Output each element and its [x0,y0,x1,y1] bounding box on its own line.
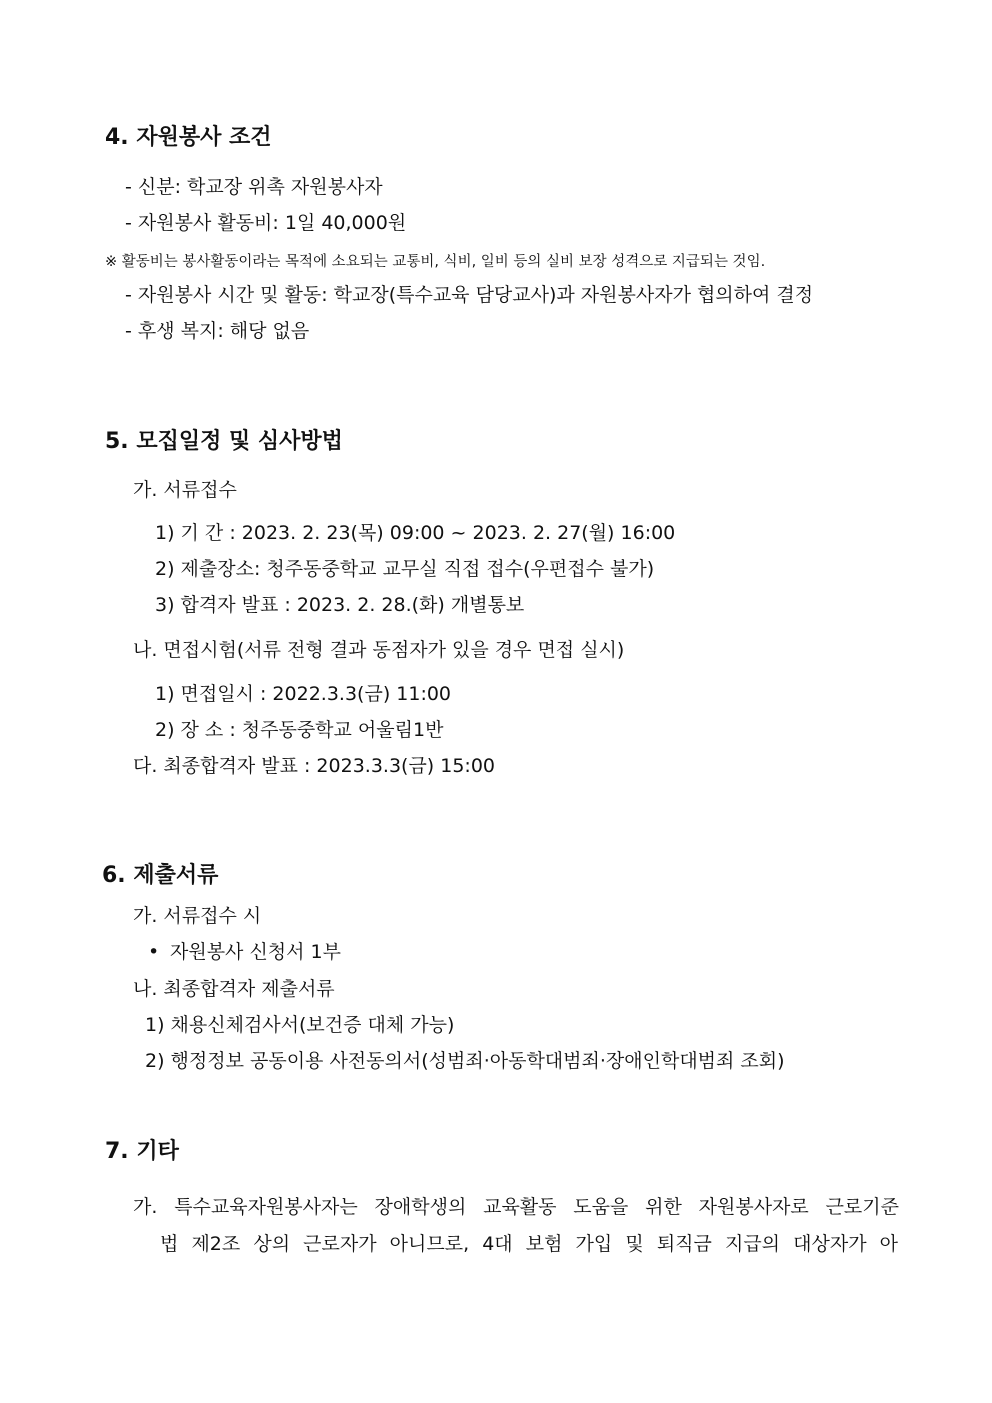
sec7-ga-line2: 법 제2조 상의 근로자가 아니므로, 4대 보험 가입 및 퇴직금 지급의 대상자가 아 [160,1233,898,1255]
sec6-ga-item-text: 자원봉사 신청서 1부 [170,941,341,963]
sec5-ga-heading: 가. 서류접수 [133,479,237,501]
section-7-title: 7. 기타 [105,1139,179,1164]
sec5-na-place: 2) 장 소 : 청주동중학교 어울림1반 [155,719,444,741]
sec5-ga-period: 1) 기 간 : 2023. 2. 23(목) 09:00 ~ 2023. 2. 27(월) 16:00 [155,522,676,544]
sec6-na-item-consent: 2) 행정정보 공동이용 사전동의서(성범죄·아동학대범죄·장애인학대범죄 조회) [145,1050,785,1072]
sec6-na-item-health: 1) 채용신체검사서(보건증 대체 가능) [145,1014,455,1036]
sec5-na-heading: 나. 면접시험(서류 전형 결과 동점자가 있을 경우 면접 실시) [133,639,625,661]
sec6-ga-heading: 가. 서류접수 시 [133,905,262,927]
sec5-da-final: 다. 최종합격자 발표 : 2023.3.3(금) 15:00 [133,755,496,777]
sec4-item-status: - 신분: 학교장 위촉 자원봉사자 [125,176,383,198]
sec5-ga-announce: 3) 합격자 발표 : 2023. 2. 28.(화) 개별통보 [155,594,525,616]
sec4-item-welfare: - 후생 복지: 해당 없음 [125,320,310,342]
sec4-item-allowance: - 자원봉사 활동비: 1일 40,000원 [125,212,407,234]
sec4-item-hours: - 자원봉사 시간 및 활동: 학교장(특수교육 담당교사)과 자원봉사자가 협의하여 결정 [125,284,814,306]
sec4-note: ※ 활동비는 봉사활동이라는 목적에 소요되는 교통비, 식비, 일비 등의 실비 보장 성격으로 지급되는 것임. [105,254,766,270]
sec5-ga-place: 2) 제출장소: 청주동중학교 교무실 직접 접수(우편접수 불가) [155,558,655,580]
sec6-ga-item [148,940,341,964]
bullet-icon: • [148,941,160,963]
sec7-ga-line1: 가. 특수교육자원봉사자는 장애학생의 교육활동 도움을 위한 자원봉사자로 근로기준 [133,1196,899,1218]
section-4-title: 4. 자원봉사 조건 [105,125,272,150]
section-5-title: 5. 모집일정 및 심사방법 [105,429,343,454]
section-6-title: 6. 제출서류 [102,863,219,888]
sec6-na-heading: 나. 최종합격자 제출서류 [133,978,335,1000]
sec5-na-datetime: 1) 면접일시 : 2022.3.3(금) 11:00 [155,683,452,705]
